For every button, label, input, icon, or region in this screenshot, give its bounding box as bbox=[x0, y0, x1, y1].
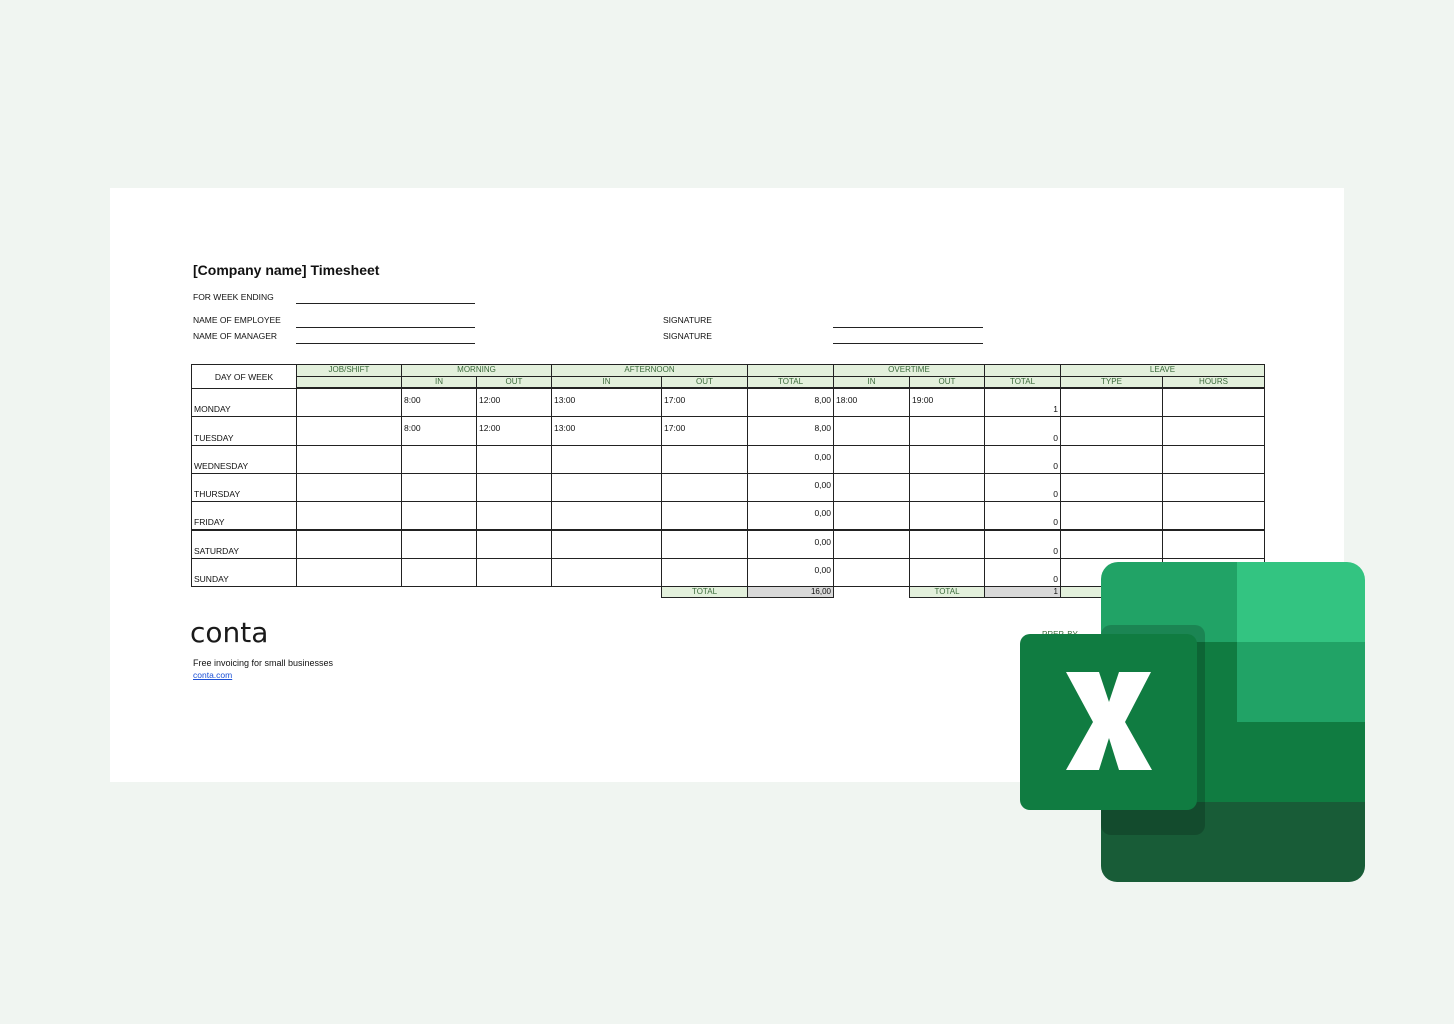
week-ending-field[interactable] bbox=[296, 303, 475, 304]
cell-overtime-out[interactable] bbox=[909, 473, 985, 502]
cell-leave-hours[interactable] bbox=[1162, 416, 1265, 445]
day-label: FRIDAY bbox=[191, 501, 297, 530]
cell-morning-out[interactable]: 12:00 bbox=[476, 416, 552, 445]
cell-morning-out[interactable] bbox=[476, 445, 552, 474]
cell-morning-in[interactable]: 8:00 bbox=[401, 416, 477, 445]
cell-total: 8,00 bbox=[747, 416, 834, 445]
cell-morning-out[interactable] bbox=[476, 473, 552, 502]
cell-leave-hours[interactable] bbox=[1162, 473, 1265, 502]
tagline: Free invoicing for small businesses bbox=[193, 658, 334, 668]
cell-overtime-out[interactable] bbox=[909, 445, 985, 474]
cell-morning-in[interactable] bbox=[401, 473, 477, 502]
signature-field-1[interactable] bbox=[833, 327, 983, 328]
cell-leave-type[interactable] bbox=[1060, 473, 1163, 502]
cell-afternoon-in[interactable] bbox=[551, 501, 662, 530]
cell-total: 0,00 bbox=[747, 473, 834, 502]
cell-overtime-in[interactable] bbox=[833, 445, 910, 474]
cell-leave-type[interactable] bbox=[1060, 501, 1163, 530]
cell-afternoon-out[interactable] bbox=[661, 445, 748, 474]
cell-afternoon-out[interactable]: 17:00 bbox=[661, 416, 748, 445]
employee-label: NAME OF EMPLOYEE bbox=[193, 315, 281, 325]
cell-leave-hours[interactable] bbox=[1162, 501, 1265, 530]
cell-overtime-in[interactable] bbox=[833, 558, 910, 587]
conta-link[interactable]: conta.com bbox=[193, 670, 233, 680]
cell-leave-type[interactable] bbox=[1060, 416, 1163, 445]
cell-job[interactable] bbox=[296, 388, 402, 417]
cell-overtime-out[interactable] bbox=[909, 416, 985, 445]
cell-overtime-out[interactable]: 19:00 bbox=[909, 388, 985, 417]
day-label: SUNDAY bbox=[191, 558, 297, 587]
cell-morning-out[interactable] bbox=[476, 501, 552, 530]
cell-overtime-in[interactable]: 18:00 bbox=[833, 388, 910, 417]
cell-overtime-in[interactable] bbox=[833, 501, 910, 530]
cell-total: 0,00 bbox=[747, 530, 834, 559]
group-header-afternoon: AFTERNOON bbox=[551, 364, 748, 377]
manager-label: NAME OF MANAGER bbox=[193, 331, 278, 341]
cell-morning-out[interactable] bbox=[476, 530, 552, 559]
cell-job[interactable] bbox=[296, 445, 402, 474]
cell-afternoon-out[interactable] bbox=[661, 530, 748, 559]
day-label: TUESDAY bbox=[191, 416, 297, 445]
cell-job[interactable] bbox=[296, 501, 402, 530]
signature-label-2: SIGNATURE bbox=[663, 331, 712, 341]
cell-morning-out[interactable] bbox=[476, 558, 552, 587]
sub-header-leave-type: TYPE bbox=[1060, 376, 1163, 388]
cell-overtime-total: 1 bbox=[984, 388, 1061, 417]
summary-total-value-2: 1 bbox=[984, 586, 1061, 598]
cell-leave-hours[interactable] bbox=[1162, 530, 1265, 559]
sub-header-overtime-in: IN bbox=[833, 376, 910, 388]
cell-afternoon-in[interactable] bbox=[551, 445, 662, 474]
cell-overtime-total: 0 bbox=[984, 558, 1061, 587]
cell-overtime-in[interactable] bbox=[833, 416, 910, 445]
cell-afternoon-in[interactable]: 13:00 bbox=[551, 416, 662, 445]
sub-header-overtime-total: TOTAL bbox=[984, 376, 1061, 388]
conta-logo bbox=[190, 616, 286, 652]
sheet-title: [Company name] Timesheet bbox=[193, 262, 380, 278]
cell-leave-type[interactable] bbox=[1060, 445, 1163, 474]
cell-leave-hours[interactable] bbox=[1162, 388, 1265, 417]
cell-morning-in[interactable] bbox=[401, 445, 477, 474]
cell-overtime-in[interactable] bbox=[833, 473, 910, 502]
cell-afternoon-out[interactable] bbox=[661, 501, 748, 530]
day-of-week-header: DAY OF WEEK bbox=[191, 364, 297, 389]
summary-total-value-1: 16,00 bbox=[747, 586, 834, 598]
cell-overtime-in[interactable] bbox=[833, 530, 910, 559]
cell-afternoon-in[interactable]: 13:00 bbox=[551, 388, 662, 417]
cell-overtime-total: 0 bbox=[984, 416, 1061, 445]
sub-header-leave-hours: HOURS bbox=[1162, 376, 1265, 388]
sub-header-job-shift-sub bbox=[296, 376, 402, 388]
group-header-overtime: OVERTIME bbox=[833, 364, 985, 377]
group-header-job_shift: JOB/SHIFT bbox=[296, 364, 402, 377]
cell-total: 8,00 bbox=[747, 388, 834, 417]
cell-job[interactable] bbox=[296, 473, 402, 502]
cell-afternoon-out[interactable] bbox=[661, 473, 748, 502]
cell-afternoon-out[interactable] bbox=[661, 558, 748, 587]
cell-total: 0,00 bbox=[747, 558, 834, 587]
cell-morning-in[interactable] bbox=[401, 501, 477, 530]
day-label: WEDNESDAY bbox=[191, 445, 297, 474]
cell-overtime-total: 0 bbox=[984, 473, 1061, 502]
cell-overtime-total: 0 bbox=[984, 445, 1061, 474]
conta-logo-text: conta bbox=[190, 616, 269, 649]
day-label: MONDAY bbox=[191, 388, 297, 417]
cell-overtime-out[interactable] bbox=[909, 501, 985, 530]
excel-letter: X bbox=[1020, 562, 1021, 563]
cell-afternoon-out[interactable]: 17:00 bbox=[661, 388, 748, 417]
signature-field-2[interactable] bbox=[833, 343, 983, 344]
employee-field[interactable] bbox=[296, 327, 475, 328]
cell-morning-in[interactable]: 8:00 bbox=[401, 388, 477, 417]
day-label: SATURDAY bbox=[191, 530, 297, 559]
sub-header-morning-out: OUT bbox=[476, 376, 552, 388]
week-ending-label: FOR WEEK ENDING bbox=[193, 292, 274, 302]
cell-morning-in[interactable] bbox=[401, 530, 477, 559]
sub-header-overtime-out: OUT bbox=[909, 376, 985, 388]
cell-afternoon-in[interactable] bbox=[551, 473, 662, 502]
cell-morning-out[interactable]: 12:00 bbox=[476, 388, 552, 417]
cell-overtime-out[interactable] bbox=[909, 530, 985, 559]
day-label: THURSDAY bbox=[191, 473, 297, 502]
summary-total-label-2: TOTAL bbox=[909, 586, 985, 598]
cell-morning-in[interactable] bbox=[401, 558, 477, 587]
summary-total-label-1: TOTAL bbox=[661, 586, 748, 598]
manager-field[interactable] bbox=[296, 343, 475, 344]
cell-afternoon-in[interactable] bbox=[551, 558, 662, 587]
cell-total: 0,00 bbox=[747, 445, 834, 474]
group-header-leave: LEAVE bbox=[1060, 364, 1265, 377]
cell-job[interactable] bbox=[296, 416, 402, 445]
cell-overtime-total: 0 bbox=[984, 501, 1061, 530]
cell-job[interactable] bbox=[296, 530, 402, 559]
signature-label-1: SIGNATURE bbox=[663, 315, 712, 325]
cell-total: 0,00 bbox=[747, 501, 834, 530]
cell-overtime-total: 0 bbox=[984, 530, 1061, 559]
cell-leave-type[interactable] bbox=[1060, 530, 1163, 559]
group-header-morning: MORNING bbox=[401, 364, 552, 377]
cell-afternoon-in[interactable] bbox=[551, 530, 662, 559]
cell-job[interactable] bbox=[296, 558, 402, 587]
cell-overtime-out[interactable] bbox=[909, 558, 985, 587]
sub-header-morning-in: IN bbox=[401, 376, 477, 388]
sub-header-total: TOTAL bbox=[747, 376, 834, 388]
sub-header-afternoon-in: IN bbox=[551, 376, 662, 388]
sub-header-afternoon-out: OUT bbox=[661, 376, 748, 388]
cell-leave-hours[interactable] bbox=[1162, 445, 1265, 474]
cell-leave-type[interactable] bbox=[1060, 388, 1163, 417]
excel-icon bbox=[1020, 562, 1365, 882]
